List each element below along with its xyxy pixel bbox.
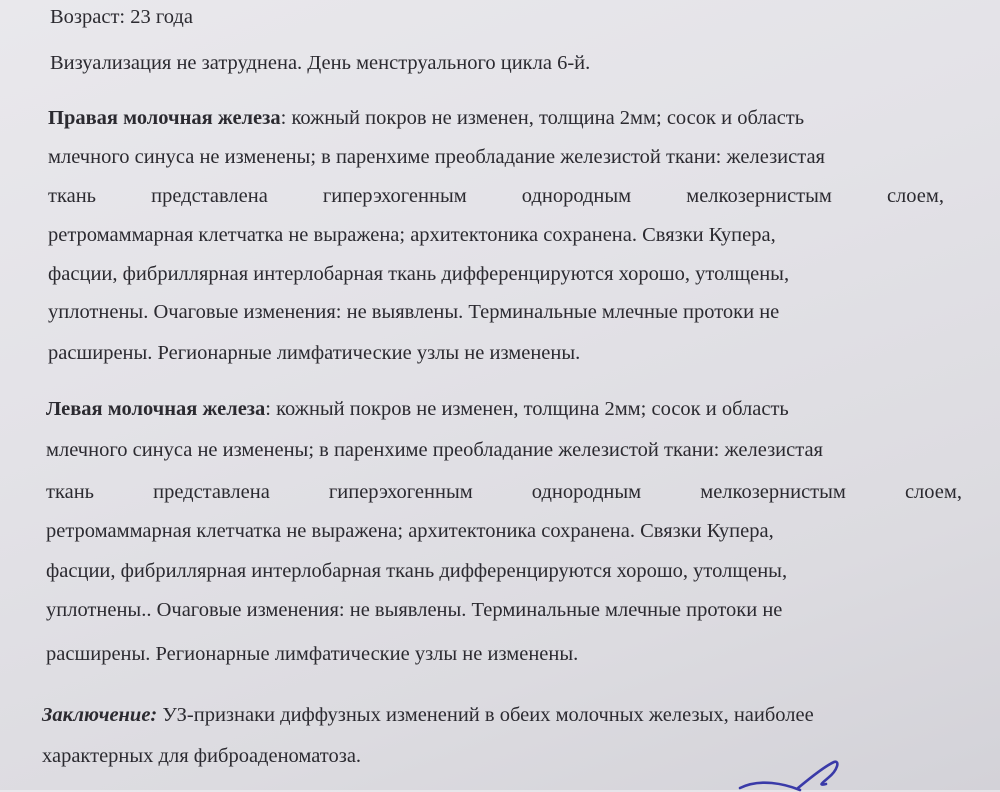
right-breast-heading: Правая молочная железа xyxy=(48,107,281,129)
left-breast-line-1 xyxy=(46,397,789,421)
word: представлена xyxy=(151,185,268,207)
word: мелкозернистым xyxy=(686,185,832,207)
conclusion-line-1 xyxy=(42,703,814,727)
conclusion-label: Заключение: xyxy=(42,704,158,726)
word: ткань xyxy=(48,185,97,207)
word: гиперэхогенным xyxy=(322,185,467,207)
visualization-line: Визуализация не затруднена. День менструального цикла 6-й. xyxy=(50,52,591,74)
left-breast-line-6: уплотнены.. Очаговые изменения: не выявлены. Терминальные млечные протоки не xyxy=(46,599,783,621)
word: слоем, xyxy=(886,185,944,207)
signature-mark xyxy=(730,748,870,792)
left-breast-line-4: ретромаммарная клетчатка не выражена; архитектоника сохранена. Связки Купера, xyxy=(46,520,774,542)
left-breast-line-5: фасции, фибриллярная интерлобарная ткань дифференцируются хорошо, утолщены, xyxy=(46,560,788,582)
word: мелкозернистым xyxy=(700,481,846,503)
right-breast-line-2: млечного синуса не изменены; в паренхиме преобладание железистой ткани: железистая xyxy=(48,146,825,168)
word: однородным xyxy=(521,185,632,207)
right-breast-line-3 xyxy=(48,184,944,208)
word: однородным xyxy=(531,481,642,503)
age-line: Возраст: 23 года xyxy=(50,6,193,28)
left-breast-line-2: млечного синуса не изменены; в паренхиме преобладание железистой ткани: железистая xyxy=(46,439,823,461)
word: слоем, xyxy=(904,481,962,503)
word: ткань xyxy=(46,481,95,503)
left-breast-text: : кожный покров не изменен, толщина 2мм; сосок и область xyxy=(265,398,789,420)
right-breast-line-4: ретромаммарная клетчатка не выражена; архитектоника сохранена. Связки Купера, xyxy=(48,224,776,246)
left-breast-heading: Левая молочная железа xyxy=(46,398,266,420)
right-breast-line-5: фасции, фибриллярная интерлобарная ткань дифференцируются хорошо, утолщены, xyxy=(48,263,790,285)
conclusion-line-2: характерных для фиброаденоматоза. xyxy=(42,745,362,767)
right-breast-text: : кожный покров не изменен, толщина 2мм; сосок и область xyxy=(280,107,805,129)
right-breast-line-7: расширены. Регионарные лимфатические узлы не изменены. xyxy=(48,342,581,364)
right-breast-line-6: уплотнены. Очаговые изменения: не выявлены. Терминальные млечные протоки не xyxy=(48,301,780,323)
word: гиперэхогенным xyxy=(328,481,473,503)
conclusion-text: УЗ-признаки диффузных изменений в обеих молочных железых, наиболее xyxy=(157,704,814,726)
left-breast-line-7: расширены. Регионарные лимфатические узлы не изменены. xyxy=(46,643,579,665)
left-breast-line-3 xyxy=(46,480,962,504)
right-breast-line-1 xyxy=(48,106,804,130)
word: представлена xyxy=(153,481,270,503)
